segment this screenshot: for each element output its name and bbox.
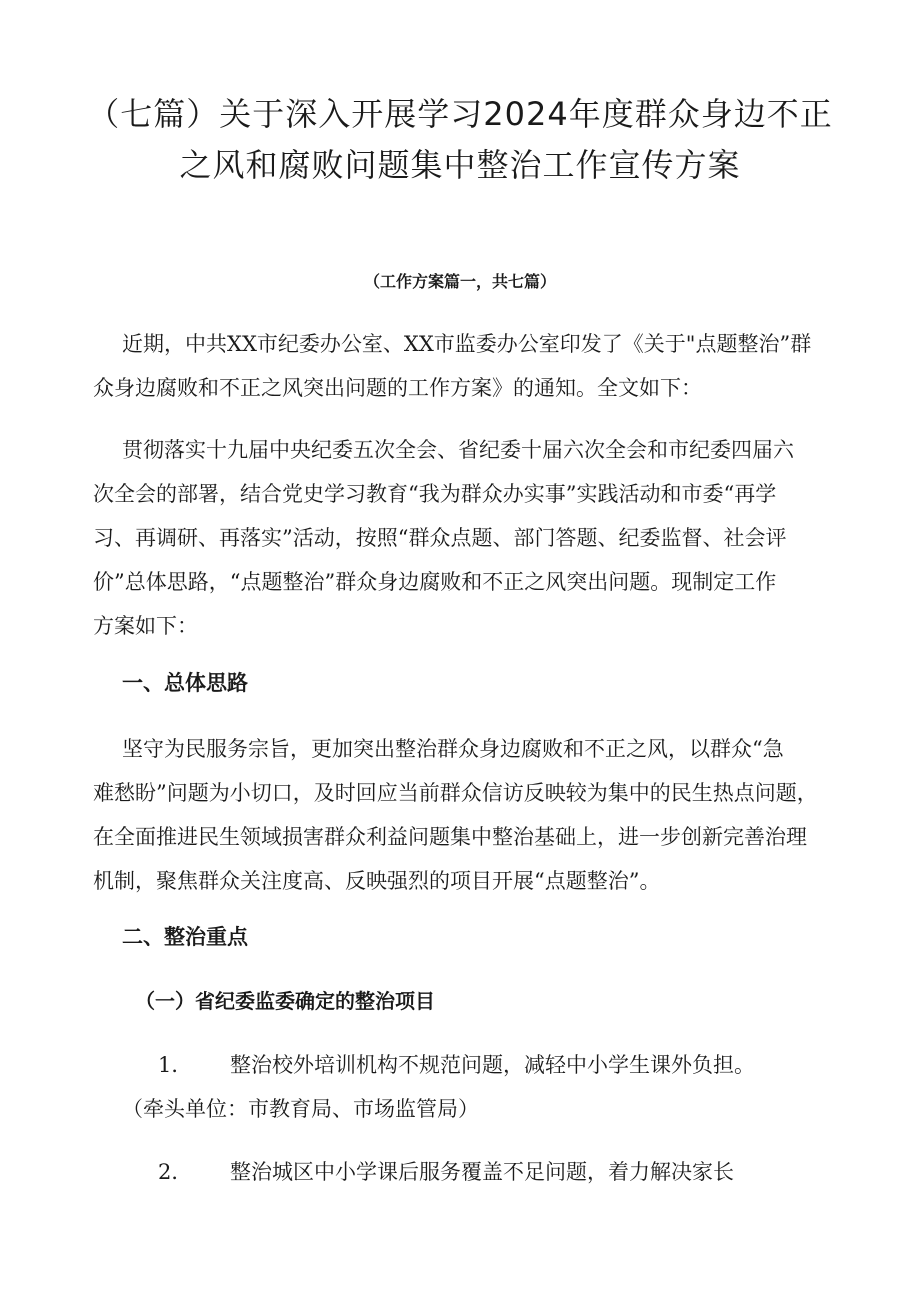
list-item-text: 整治校外培训机构不规范问题，减轻中小学生课外负担。 — [230, 1053, 755, 1077]
list-item-1-note: （牵头单位：市教育局、市场监管局） — [122, 1097, 479, 1121]
paragraph-line: 次全会的部署，结合党史学习教育“我为群众办实事”实践活动和市委“再学 — [93, 482, 777, 506]
list-item-text: 整治城区中小学课后服务覆盖不足问题，着力解决家长 — [230, 1160, 734, 1184]
paragraph-line: 方案如下： — [93, 614, 198, 638]
paragraph-line: 习、再调研、再落实”活动，按照“群众点题、部门答题、纪委监督、社会评 — [93, 526, 787, 550]
list-item-2 — [158, 1157, 734, 1187]
intro-line: 近期，中共XX市纪委办公室、XX市监委办公室印发了《关于"点题整治”群 — [122, 332, 812, 356]
list-item-number: 1． — [158, 1053, 193, 1077]
paragraph-line: 难愁盼”问题为小切口，及时回应当前群众信访反映较为集中的民生热点问题， — [93, 781, 818, 805]
document-title-line-1: （七篇）关于深入开展学习2024年度群众身边不正 — [87, 95, 833, 133]
paragraph-line: 贯彻落实十九届中央纪委五次全会、省纪委十届六次全会和市纪委四届六 — [122, 438, 794, 462]
body-paragraph-2 — [93, 428, 882, 648]
intro-line: 众身边腐败和不正之风突出问题的工作方案》的通知。全文如下： — [93, 376, 702, 400]
section-heading-key-points: 二、整治重点 — [122, 924, 248, 949]
paragraph-line: 坚守为民服务宗旨，更加突出整治群众身边腐败和不正之风，以群众“急 — [122, 737, 784, 761]
section-1-paragraph — [93, 727, 882, 903]
subsection-heading: （一）省纪委监委确定的整治项目 — [135, 989, 435, 1013]
list-item-1 — [158, 1050, 755, 1080]
section-heading-overall-approach: 一、总体思路 — [122, 670, 248, 695]
document-title-line-2: 之风和腐败问题集中整治工作宣传方案 — [179, 146, 741, 184]
list-item-number: 2． — [158, 1160, 193, 1184]
paragraph-line: 在全面推进民生领域损害群众利益问题集中整治基础上，进一步创新完善治理 — [93, 825, 807, 849]
document-subtitle: （工作方案篇一，共七篇） — [363, 272, 556, 291]
paragraph-line: 价”总体思路，“点题整治”群众身边腐败和不正之风突出问题。现制定工作 — [93, 570, 777, 594]
intro-paragraph — [93, 322, 882, 410]
paragraph-line: 机制，聚焦群众关注度高、反映强烈的项目开展“点题整治”。 — [93, 869, 661, 893]
